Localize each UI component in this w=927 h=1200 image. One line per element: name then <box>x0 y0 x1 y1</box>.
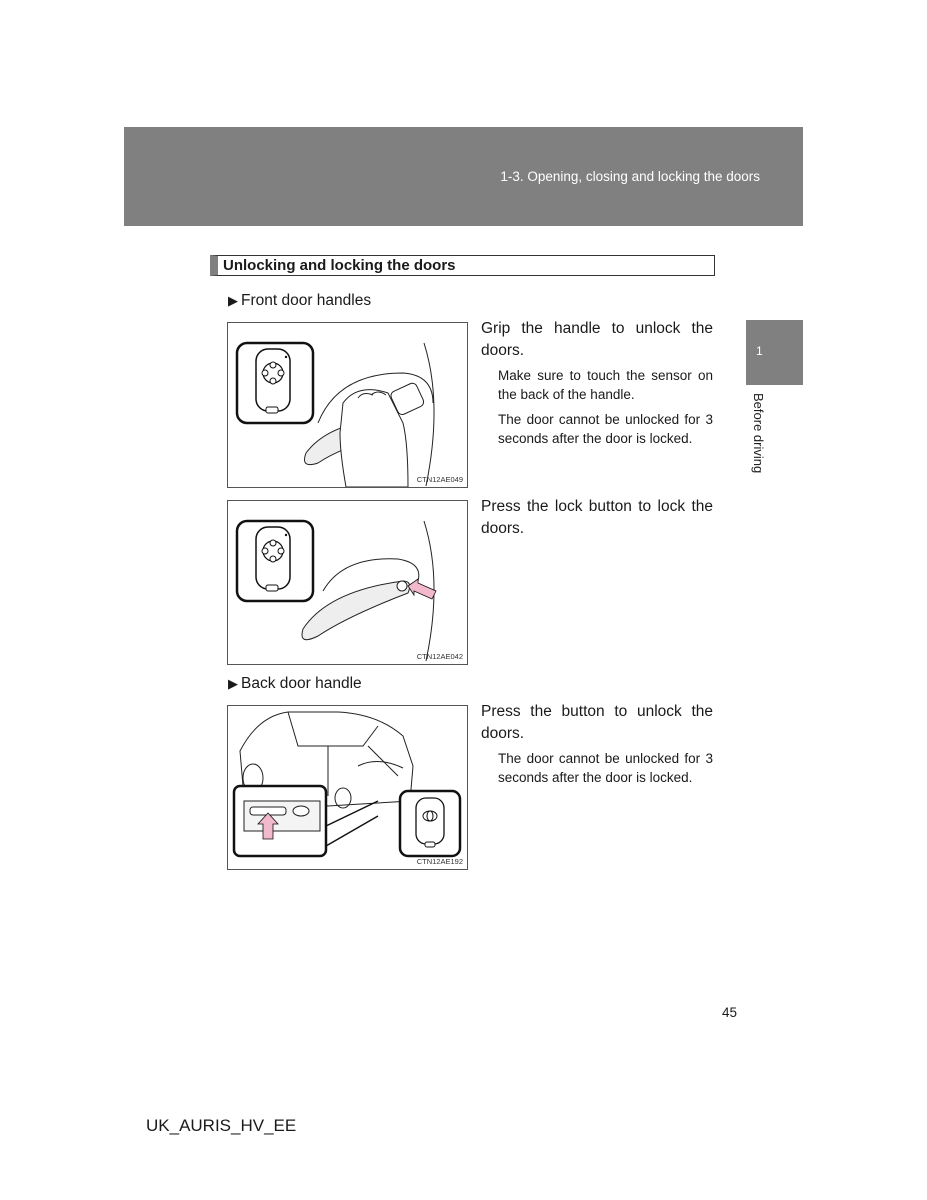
subsection-label: Front door handles <box>241 292 372 309</box>
instruction-text: Press the button to unlock the doors. <box>481 703 713 742</box>
subsection-back-door <box>228 675 362 693</box>
instruction-block-lock <box>481 496 713 539</box>
figure-code: CTN12AE192 <box>416 857 463 866</box>
instruction-block-back-door <box>481 701 713 787</box>
instruction-text: Grip the handle to unlock the doors. <box>481 320 713 359</box>
note-text: The door cannot be unlocked for 3 seconds after the door is locked. <box>498 412 713 446</box>
subsection-label: Back door handle <box>241 675 362 692</box>
instruction-text: Press the lock button to lock the doors. <box>481 498 713 537</box>
subsection-front-door <box>228 292 371 310</box>
note-text: The door cannot be unlocked for 3 seconds after the door is locked. <box>498 751 713 785</box>
chapter-tab-label: Before driving <box>751 393 766 474</box>
header-band <box>124 127 803 226</box>
toyota-key-icon <box>400 791 460 856</box>
chapter-number: 1 <box>756 344 763 358</box>
document-code: UK_AURIS_HV_EE <box>146 1116 297 1135</box>
triangle-marker-icon: ▶ <box>228 293 238 308</box>
figure-grip-handle <box>227 322 468 488</box>
figure-lock-button <box>227 500 468 665</box>
instruction-block-grip <box>481 318 713 448</box>
triangle-marker-icon: ▶ <box>228 676 238 691</box>
page-number: 45 <box>722 1005 738 1020</box>
arrow-icon <box>408 579 436 599</box>
figure-back-door <box>227 705 468 870</box>
chapter-tab[interactable] <box>746 320 803 385</box>
note-text: Make sure to touch the sensor on the back of the handle. <box>498 368 713 402</box>
smart-key-icon <box>237 343 313 423</box>
chapter-title: 1-3. Opening, closing and locking the doors <box>500 169 760 184</box>
figure-code: CTN12AE042 <box>416 652 463 661</box>
figure-code: CTN12AE049 <box>416 475 463 484</box>
section-heading: Unlocking and locking the doors <box>210 255 715 276</box>
smart-key-icon <box>237 521 313 601</box>
